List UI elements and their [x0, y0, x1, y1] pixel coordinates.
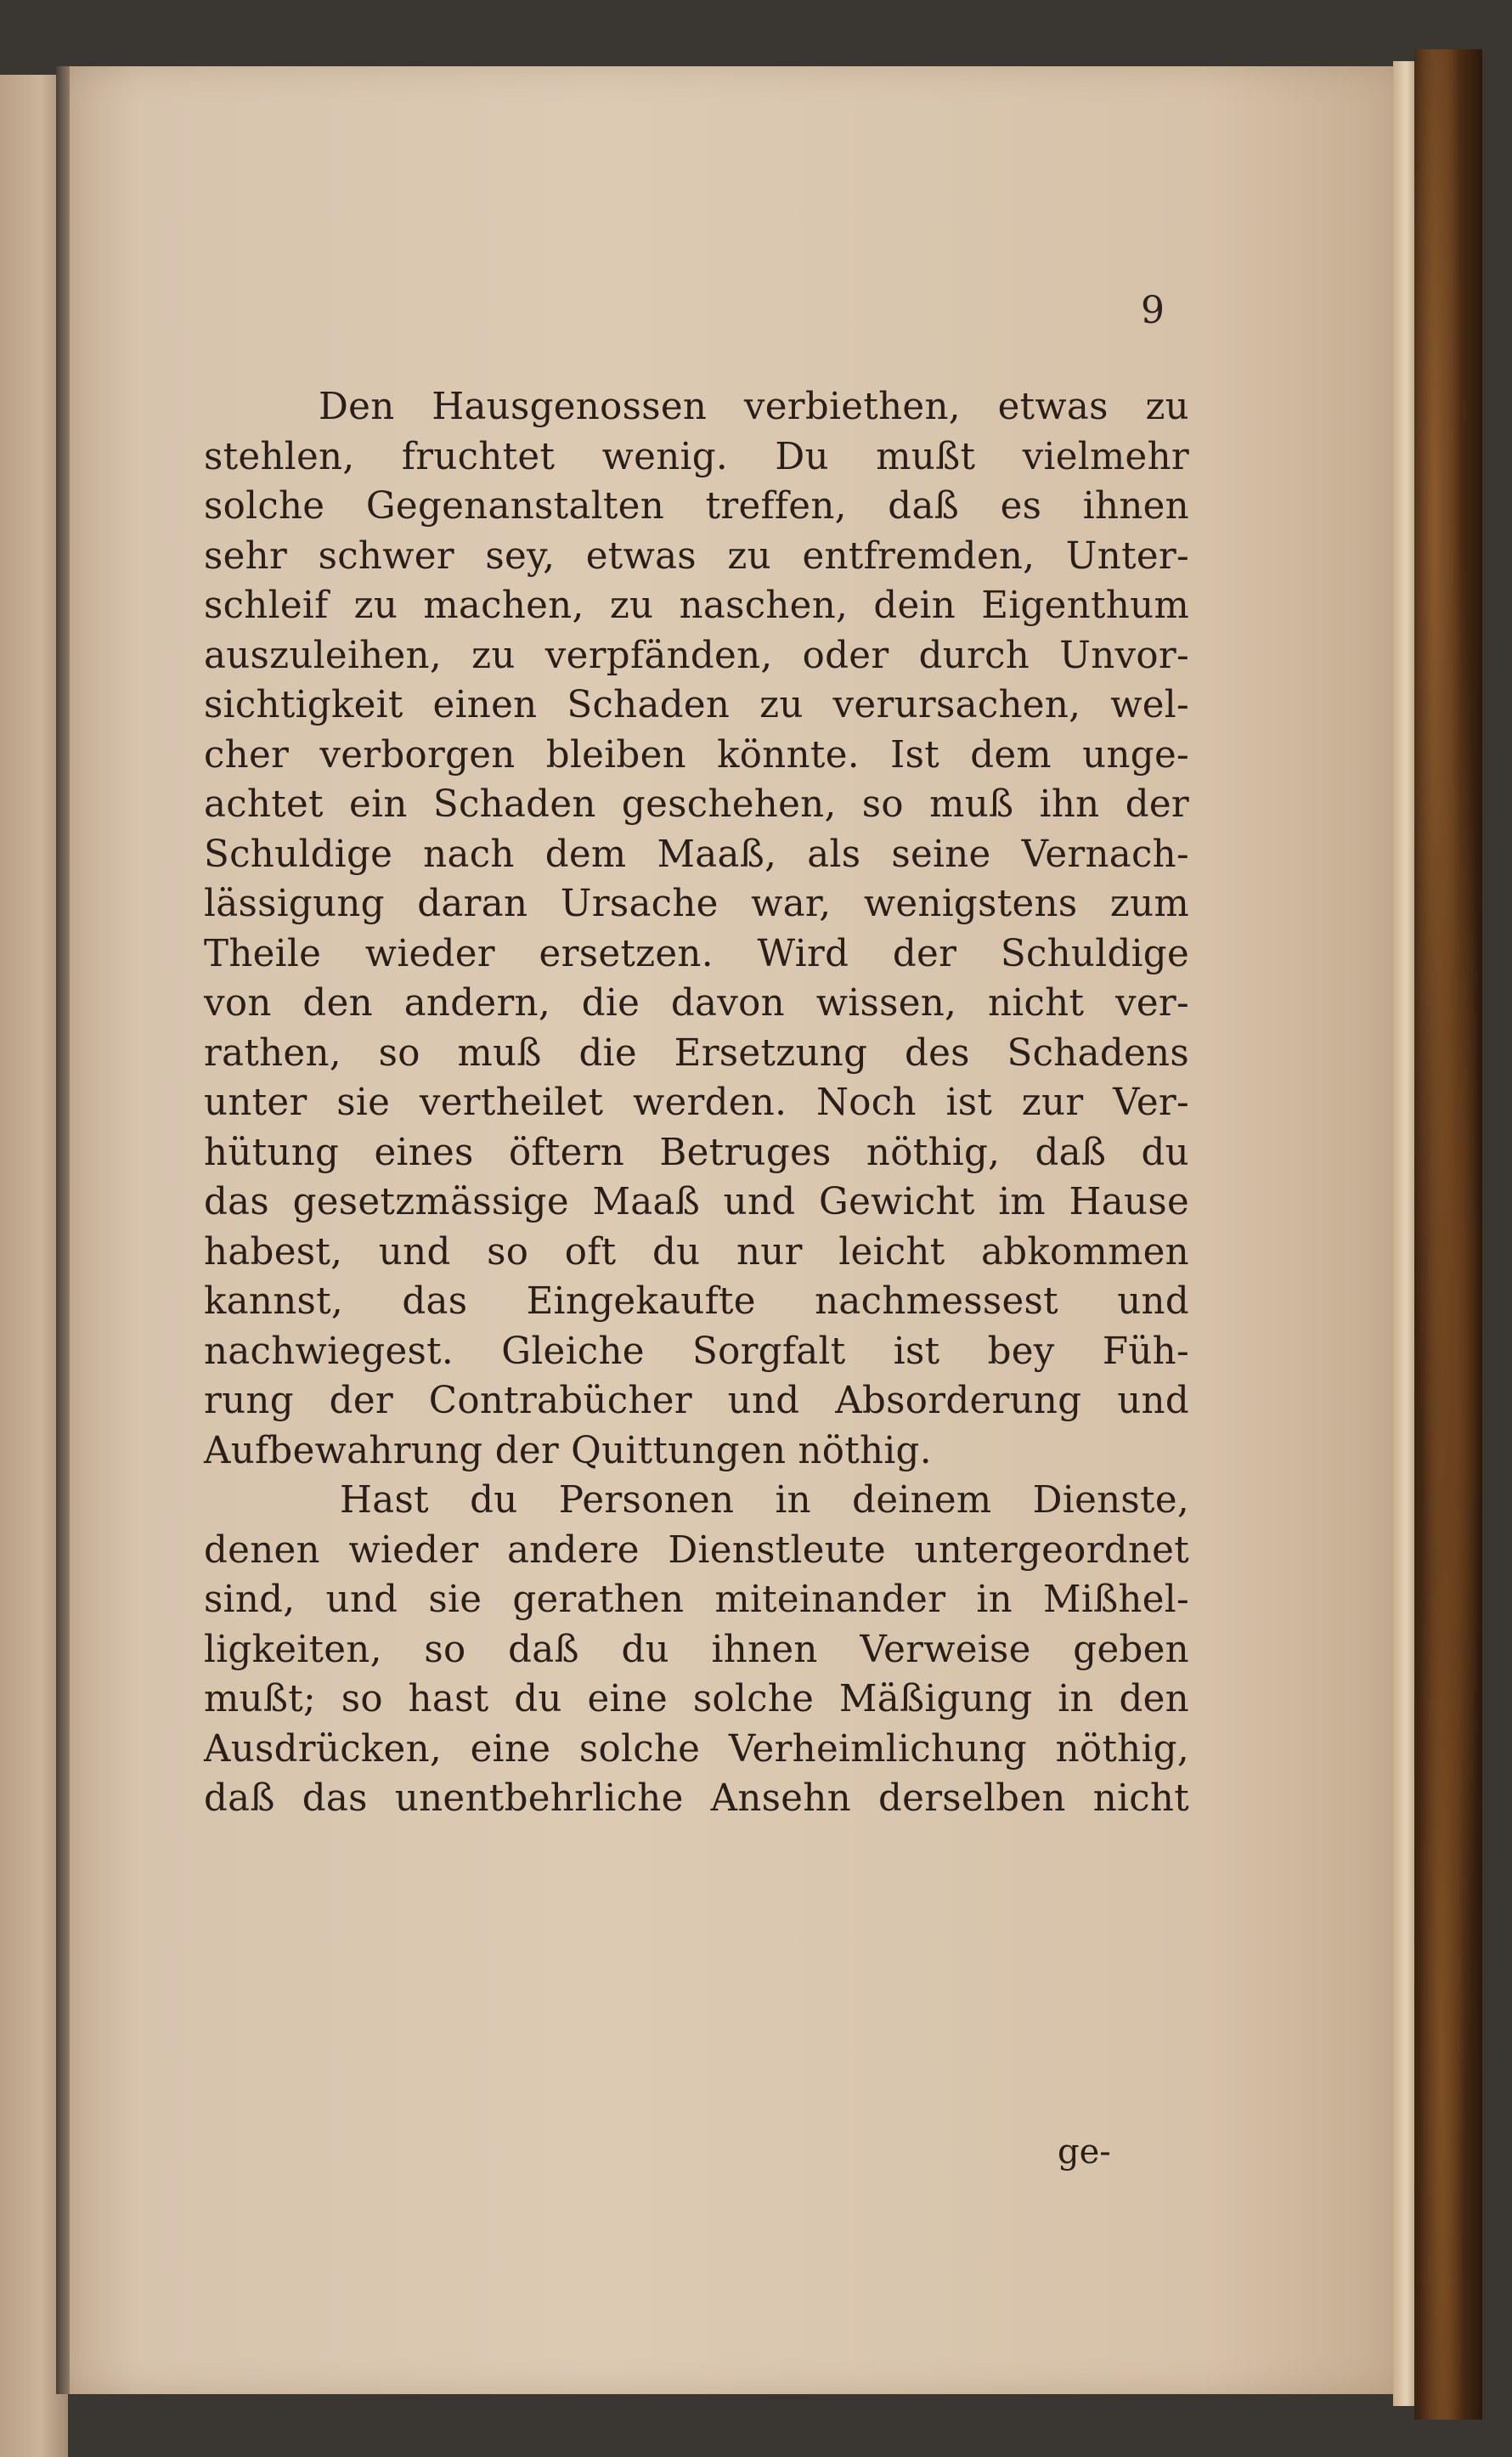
text-line: rathen, so muß die Ersetzung des Schadens [204, 1031, 1189, 1075]
text-line: von den andern, die davon wissen, nicht ver- [204, 982, 1189, 1025]
text-line: stehlen, fruchtet wenig. Du mußt vielmehr [204, 435, 1189, 478]
text-line: unter sie vertheilet werden. Noch ist zur Ver- [204, 1082, 1189, 1124]
text-line: kannst, das Eingekaufte nachmessest und [204, 1280, 1189, 1323]
text-line: lässigung daran Ursache war, wenigstens zum [204, 883, 1189, 925]
text-line: cher verborgen bleiben könnte. Ist dem unge- [204, 733, 1189, 777]
text-line: Theile wieder ersetzen. Wird der Schuldige [204, 932, 1189, 975]
text-line: sind, und sie gerathen miteinander in Mißhel- [204, 1579, 1189, 1621]
text-line: Den Hausgenossen verbiethen, etwas zu [319, 386, 1189, 428]
text-line: ligkeiten, so daß du ihnen Verweise geben [204, 1628, 1189, 1671]
text-line: denen wieder andere Dienstleute untergeordnet [204, 1528, 1189, 1572]
page-number: 9 [1141, 289, 1165, 332]
text-line: solche Gegenanstalten treffen, daß es ihnen [204, 485, 1189, 528]
text-line: sichtigkeit einen Schaden zu verursachen, wel- [204, 684, 1189, 726]
catchword: ge- [1058, 2132, 1111, 2172]
text-line: Schuldige nach dem Maaß, als seine Vernach- [204, 833, 1189, 876]
text-line: das gesetzmässige Maaß und Gewicht im Hause [204, 1181, 1189, 1223]
text-line: auszuleihen, zu verpfänden, oder durch Unvor- [204, 634, 1189, 677]
text-line: schleif zu machen, zu naschen, dein Eigenthum [204, 585, 1189, 627]
text-line: rung der Contrabücher und Absorderung und [204, 1380, 1189, 1422]
text-line: daß das unentbehrliche Ansehn derselben nicht [204, 1777, 1189, 1820]
text-line: achtet ein Schaden geschehen, so muß ihn der [204, 783, 1189, 826]
text-line: Hast du Personen in deinem Dienste, [340, 1479, 1189, 1522]
text-line: Aufbewahrung der Quittungen nöthig. [204, 1429, 932, 1472]
text-line: habest, und so oft du nur leicht abkommen [204, 1230, 1189, 1274]
body-text [204, 382, 1189, 1824]
page-gutter [56, 66, 70, 2394]
text-line: hütung eines öftern Betruges nöthig, daß du [204, 1131, 1189, 1174]
marbled-cover [1414, 49, 1482, 2420]
text-line: sehr schwer sey, etwas zu entfremden, Unter- [204, 534, 1189, 578]
text-line: Ausdrücken, eine solche Verheimlichung nöthig, [204, 1727, 1189, 1771]
text-line: nachwiegest. Gleiche Sorgfalt ist bey Füh- [204, 1330, 1189, 1373]
text-line: mußt; so hast du eine solche Mäßigung in den [204, 1678, 1189, 1720]
